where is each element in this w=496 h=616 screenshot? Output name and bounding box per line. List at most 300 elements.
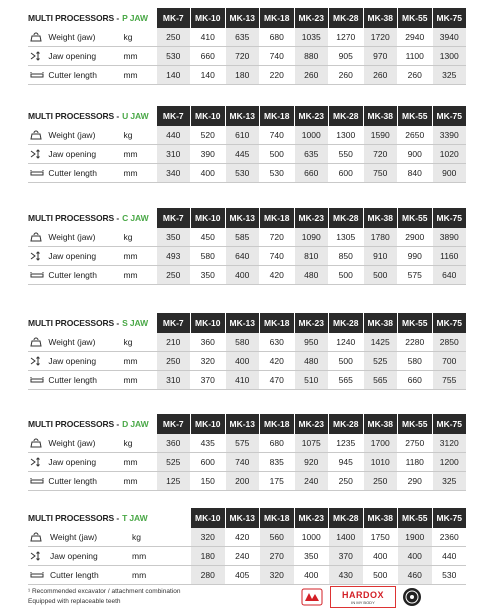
table-cell: 635 (226, 28, 260, 46)
row-label: Cutter length (48, 70, 97, 80)
model-header: MK-18 (260, 8, 294, 28)
table-cell: 140 (157, 66, 191, 84)
table-cell: 580 (407, 356, 422, 366)
model-header: MK-7 (157, 208, 191, 228)
cutter-length-icon (28, 477, 48, 485)
table-cell: 320 (191, 528, 225, 546)
table-cell: 240 (235, 551, 250, 561)
certification-logo (300, 587, 324, 607)
model-header: MK-23 (295, 208, 329, 228)
table-cell: 565 (364, 371, 398, 389)
row-label: Weight (jaw) (48, 232, 96, 242)
table-row-weight (28, 126, 466, 145)
row-unit: mm (123, 476, 138, 486)
weight-icon (28, 32, 48, 42)
table-cell: 320 (260, 566, 294, 584)
table-cell: 2280 (405, 337, 425, 347)
table-cell: 600 (200, 457, 215, 467)
row-label: Weight (jaw) (48, 337, 96, 347)
model-header: MK-7 (157, 106, 191, 126)
table-cell: 530 (442, 570, 457, 580)
table-cell: 2750 (405, 438, 425, 448)
row-unit: mm (123, 356, 138, 366)
table-row-weight (28, 228, 466, 247)
table-cell: 580 (200, 251, 215, 261)
table-title-text: MULTI PROCESSORS - (28, 111, 120, 121)
table-cell: 420 (235, 532, 250, 542)
model-header: MK-75 (433, 508, 467, 528)
table-cell: 500 (338, 356, 353, 366)
table-cell: 1235 (336, 438, 356, 448)
table-cell: 970 (364, 47, 398, 65)
table-cell: 850 (338, 251, 353, 261)
model-header: MK-75 (433, 8, 467, 28)
model-header: MK-10 (191, 208, 225, 228)
table-cell: 520 (200, 130, 215, 140)
table-title-text: MULTI PROCESSORS - (28, 419, 120, 429)
table-row-jaw (28, 352, 466, 371)
model-header: MK-13 (226, 106, 260, 126)
model-header: MK-7 (157, 313, 191, 333)
table-cell: 640 (226, 247, 260, 265)
table-cell: 480 (295, 266, 329, 284)
table-cell: 530 (269, 168, 284, 178)
table-cell: 550 (338, 149, 353, 159)
model-header: MK-23 (295, 8, 329, 28)
model-header: MK-13 (226, 208, 260, 228)
footnote-recommended: ¹ Recommended excavator / attachment combination (28, 588, 181, 595)
model-header: MK-75 (433, 313, 467, 333)
table-cell: 720 (226, 47, 260, 65)
model-header: MK-18 (260, 208, 294, 228)
table-cell: 920 (295, 453, 329, 471)
spec-table-u-jaw (28, 106, 466, 183)
table-cell: 325 (433, 66, 467, 84)
table-title (28, 208, 156, 228)
row-unit: mm (123, 149, 138, 159)
table-cell: 1590 (364, 126, 398, 144)
spec-table-p-jaw (28, 8, 466, 85)
table-row-jaw (28, 453, 466, 472)
table-cell: 470 (269, 375, 284, 385)
model-header: MK-7 (157, 414, 191, 434)
table-cell: 1035 (295, 28, 329, 46)
row-unit: mm (123, 168, 138, 178)
table-cell: 435 (200, 438, 215, 448)
table-cell: 3390 (433, 126, 467, 144)
table-cell: 400 (398, 547, 432, 565)
table-cell: 400 (226, 266, 260, 284)
table-cell: 900 (433, 164, 467, 182)
model-header: MK-7 (157, 8, 191, 28)
table-cell: 2940 (405, 32, 425, 42)
table-cell: 180 (226, 66, 260, 84)
row-unit: mm (123, 270, 138, 280)
table-cell: 1180 (405, 457, 424, 467)
row-label: Jaw opening (48, 51, 97, 61)
table-cell: 400 (226, 352, 260, 370)
table-cell: 565 (338, 375, 353, 385)
model-header: MK-13 (226, 313, 260, 333)
table-cell: 460 (398, 566, 432, 584)
table-cell: 755 (433, 371, 467, 389)
table-cell: 905 (338, 51, 353, 61)
spec-table-d-jaw (28, 414, 466, 491)
table-cell: 500 (364, 266, 398, 284)
table-cell: 525 (364, 352, 398, 370)
model-header: MK-55 (398, 313, 432, 333)
table-cell: 530 (226, 164, 260, 182)
table-cell: 420 (269, 356, 284, 366)
footnote-replaceable-teeth: Equipped with replaceable teeth (28, 598, 121, 605)
table-cell: 680 (269, 438, 284, 448)
table-cell: 440 (157, 126, 191, 144)
table-cell: 1200 (433, 453, 467, 471)
table-cell: 370 (329, 547, 363, 565)
table-cell: 910 (364, 247, 398, 265)
table-cell: 3890 (433, 228, 467, 246)
model-header: MK-10 (191, 8, 225, 28)
model-header: MK-55 (398, 8, 432, 28)
table-title (28, 106, 156, 126)
table-cell: 260 (364, 66, 398, 84)
model-header: MK-28 (329, 208, 363, 228)
table-cell: 660 (295, 164, 329, 182)
logos (300, 586, 422, 608)
table-cell: 340 (157, 164, 191, 182)
table-cell: 1425 (364, 333, 398, 351)
table-cell: 1780 (364, 228, 398, 246)
cutter-length-icon (28, 71, 48, 79)
table-cell: 720 (269, 232, 284, 242)
table-cell: 350 (304, 551, 319, 561)
table-cell: 500 (373, 570, 388, 580)
table-cell: 210 (157, 333, 191, 351)
row-unit: mm (123, 375, 138, 385)
row-label: Jaw opening (48, 457, 97, 467)
table-cell: 180 (191, 547, 225, 565)
model-header: MK-23 (295, 106, 329, 126)
table-cell: 480 (295, 352, 329, 370)
hardox-logo-name: HARDOX (341, 589, 384, 600)
model-header: MK-13 (226, 8, 260, 28)
table-cell: 370 (200, 375, 215, 385)
model-header: MK-18 (260, 106, 294, 126)
table-cell: 680 (269, 32, 284, 42)
table-cell: 1750 (370, 532, 390, 542)
table-cell: 1900 (398, 528, 432, 546)
row-label: Cutter length (50, 570, 99, 580)
table-cell: 1075 (295, 434, 329, 452)
table-cell: 1000 (301, 532, 321, 542)
model-header: MK-38 (364, 414, 398, 434)
model-header: MK-23 (295, 508, 329, 528)
table-cell: 1020 (433, 145, 467, 163)
table-cell: 840 (407, 168, 422, 178)
table-cell: 950 (295, 333, 329, 351)
jaw-opening-icon (28, 457, 48, 467)
spec-table-t-jaw (28, 508, 466, 585)
row-unit: mm (123, 457, 138, 467)
cutter-length-icon (28, 376, 48, 384)
table-cell: 610 (226, 126, 260, 144)
row-label: Cutter length (48, 476, 97, 486)
model-header: MK-75 (433, 414, 467, 434)
table-row-jaw (28, 547, 466, 566)
table-cell: 175 (269, 476, 284, 486)
model-header: MK-18 (260, 414, 294, 434)
table-cell: 1305 (336, 232, 356, 242)
row-unit: kg (123, 232, 133, 242)
jaw-opening-icon (28, 51, 48, 61)
weight-icon (28, 532, 50, 542)
table-row-cutter (28, 164, 466, 183)
jaw-type: P JAW (122, 13, 148, 23)
row-label: Weight (jaw) (48, 438, 96, 448)
jaw-opening-icon (28, 251, 48, 261)
table-title (28, 508, 190, 528)
model-header: MK-10 (191, 106, 225, 126)
row-label: Jaw opening (48, 356, 97, 366)
model-header: MK-55 (398, 208, 432, 228)
model-header: MK-28 (329, 508, 363, 528)
table-cell: 1400 (329, 528, 363, 546)
model-header: MK-23 (295, 313, 329, 333)
row-unit: mm (123, 70, 138, 80)
table-title-text: MULTI PROCESSORS - (28, 213, 120, 223)
table-title (28, 313, 156, 333)
table-cell: 635 (295, 145, 329, 163)
table-cell: 510 (295, 371, 329, 389)
table-title-text: MULTI PROCESSORS - (28, 13, 120, 23)
table-cell: 200 (226, 472, 260, 490)
table-row-weight (28, 434, 466, 453)
table-row-weight (28, 528, 466, 547)
weight-icon (28, 438, 48, 448)
table-cell: 270 (260, 547, 294, 565)
table-cell: 325 (433, 472, 467, 490)
table-cell: 140 (200, 70, 215, 80)
cutter-length-icon (28, 271, 48, 279)
table-cell: 430 (329, 566, 363, 584)
table-header (28, 8, 466, 28)
table-cell: 1300 (336, 130, 356, 140)
table-cell: 3940 (433, 28, 467, 46)
model-header: MK-28 (329, 106, 363, 126)
model-header: MK-38 (364, 313, 398, 333)
table-cell: 250 (157, 352, 191, 370)
table-cell: 250 (364, 472, 398, 490)
table-header (28, 313, 466, 333)
table-cell: 945 (338, 457, 353, 467)
row-label: Cutter length (48, 375, 97, 385)
table-cell: 410 (226, 371, 260, 389)
table-cell: 493 (157, 247, 191, 265)
table-cell: 575 (407, 270, 422, 280)
row-label: Weight (jaw) (50, 532, 98, 542)
table-row-cutter (28, 266, 466, 285)
table-title (28, 8, 156, 28)
table-cell: 2850 (433, 333, 467, 351)
table-cell: 360 (157, 434, 191, 452)
table-title (28, 414, 156, 434)
jaw-type: C JAW (122, 213, 149, 223)
row-label: Jaw opening (50, 551, 98, 561)
table-header (28, 414, 466, 434)
model-header: MK-55 (398, 508, 432, 528)
table-row-cutter (28, 66, 466, 85)
table-cell: 280 (191, 566, 225, 584)
hardox-logo (330, 586, 396, 608)
model-header: MK-18 (260, 313, 294, 333)
table-cell: 405 (235, 570, 250, 580)
weight-icon (28, 232, 48, 242)
table-cell: 390 (200, 149, 215, 159)
model-header: MK-75 (433, 106, 467, 126)
model-header: MK-23 (295, 414, 329, 434)
model-header: MK-13 (226, 414, 260, 434)
table-cell: 1240 (336, 337, 356, 347)
row-unit: kg (132, 532, 141, 542)
table-cell: 260 (407, 70, 422, 80)
table-cell: 630 (269, 337, 284, 347)
row-unit: kg (123, 130, 133, 140)
table-cell: 3120 (433, 434, 467, 452)
table-cell: 560 (260, 528, 294, 546)
table-cell: 2650 (405, 130, 425, 140)
table-cell: 440 (442, 551, 457, 561)
table-cell: 500 (338, 270, 353, 280)
table-cell: 835 (269, 457, 284, 467)
jaw-opening-icon (28, 149, 48, 159)
table-cell: 240 (295, 472, 329, 490)
table-row-weight (28, 333, 466, 352)
table-cell: 350 (157, 228, 191, 246)
row-unit: mm (123, 51, 138, 61)
table-cell: 700 (433, 352, 467, 370)
table-cell: 660 (200, 51, 215, 61)
table-cell: 740 (226, 453, 260, 471)
model-header: MK-10 (191, 508, 225, 528)
cutter-length-icon (28, 571, 50, 579)
table-cell: 260 (295, 66, 329, 84)
model-header: MK-55 (398, 106, 432, 126)
table-row-jaw (28, 47, 466, 66)
row-label: Weight (jaw) (48, 130, 96, 140)
table-cell: 400 (304, 570, 319, 580)
table-cell: 310 (157, 371, 191, 389)
quality-badge-icon (402, 587, 422, 607)
table-header (28, 508, 466, 528)
table-cell: 400 (200, 168, 215, 178)
model-header: MK-18 (260, 508, 294, 528)
model-header: MK-28 (329, 8, 363, 28)
model-header: MK-10 (191, 313, 225, 333)
model-header: MK-38 (364, 106, 398, 126)
table-cell: 575 (226, 434, 260, 452)
model-header: MK-13 (226, 508, 260, 528)
table-cell: 740 (269, 130, 284, 140)
table-title-text: MULTI PROCESSORS - (28, 513, 120, 523)
row-label: Cutter length (48, 270, 97, 280)
table-cell: 310 (157, 145, 191, 163)
table-title-text: MULTI PROCESSORS - (28, 318, 120, 328)
table-cell: 450 (200, 232, 215, 242)
table-cell: 400 (373, 551, 388, 561)
table-cell: 1100 (405, 51, 424, 61)
table-cell: 525 (157, 453, 191, 471)
spec-table-c-jaw (28, 208, 466, 285)
table-cell: 530 (157, 47, 191, 65)
model-header: MK-55 (398, 414, 432, 434)
table-cell: 1090 (295, 228, 329, 246)
table-cell: 250 (338, 476, 353, 486)
table-cell: 1700 (364, 434, 398, 452)
table-row-jaw (28, 145, 466, 164)
table-row-cutter (28, 472, 466, 491)
row-unit: kg (123, 438, 133, 448)
table-header (28, 106, 466, 126)
jaw-type: T JAW (122, 513, 148, 523)
table-cell: 660 (407, 375, 422, 385)
table-cell: 125 (157, 472, 191, 490)
table-cell: 750 (364, 164, 398, 182)
table-cell: 740 (269, 251, 284, 261)
model-header: MK-38 (364, 208, 398, 228)
table-cell: 420 (269, 270, 284, 280)
row-unit: mm (123, 251, 138, 261)
jaw-type: U JAW (122, 111, 149, 121)
table-cell: 320 (200, 356, 215, 366)
table-cell: 1000 (295, 126, 329, 144)
row-unit: kg (123, 32, 133, 42)
table-cell: 580 (226, 333, 260, 351)
table-cell: 1300 (433, 47, 467, 65)
weight-icon (28, 337, 48, 347)
table-row-weight (28, 28, 466, 47)
table-cell: 150 (200, 476, 215, 486)
table-row-jaw (28, 247, 466, 266)
table-cell: 410 (200, 32, 215, 42)
table-cell: 720 (364, 145, 398, 163)
table-row-cutter (28, 566, 466, 585)
table-cell: 740 (269, 51, 284, 61)
table-cell: 990 (407, 251, 422, 261)
table-cell: 250 (157, 266, 191, 284)
table-cell: 900 (407, 149, 422, 159)
cutter-length-icon (28, 169, 48, 177)
model-header: MK-28 (329, 313, 363, 333)
table-header (28, 208, 466, 228)
table-cell: 880 (295, 47, 329, 65)
jaw-opening-icon (28, 551, 50, 561)
table-row-cutter (28, 371, 466, 390)
table-cell: 360 (200, 337, 215, 347)
row-label: Weight (jaw) (48, 32, 96, 42)
table-cell: 1010 (364, 453, 398, 471)
model-header: MK-38 (364, 8, 398, 28)
row-label: Jaw opening (48, 251, 97, 261)
jaw-type: S JAW (122, 318, 149, 328)
table-cell: 640 (433, 266, 467, 284)
table-cell: 1270 (336, 32, 356, 42)
table-cell: 220 (269, 70, 284, 80)
jaw-opening-icon (28, 356, 48, 366)
row-unit: kg (123, 337, 133, 347)
model-header: MK-38 (364, 508, 398, 528)
table-cell: 445 (226, 145, 260, 163)
row-unit: mm (132, 570, 147, 580)
